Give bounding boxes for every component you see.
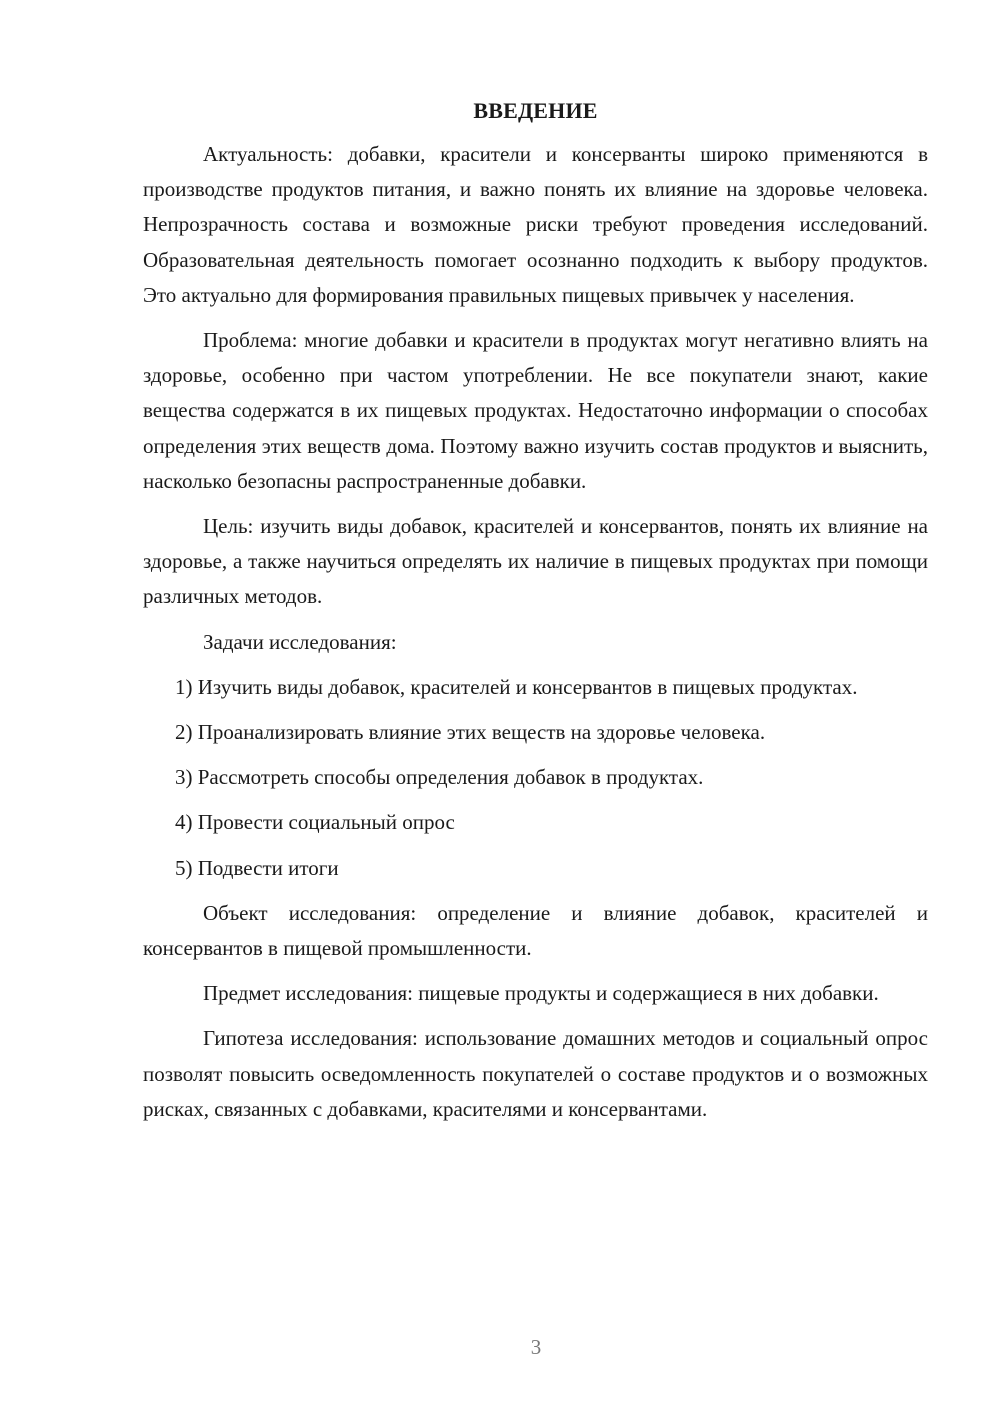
- task-item: 5) Подвести итоги: [175, 855, 339, 880]
- paragraph-problem: Проблема: многие добавки и красители в продуктах могут негативно влиять на здоровье, особенно при частом употреблении. Не все покупатели знают, какие вещества содержатся в их пищевых продуктах. Недостаточно информации о способах определения этих веществ дома. Поэтому важно изучить состав продуктов и выяснить, насколько безопасны распространенные добавки.: [143, 328, 928, 493]
- paragraph-relevance: Актуальность: добавки, красители и консерванты широко применяются в производстве продуктов питания, и важно понять их влияние на здоровье человека. Непрозрачность состава и возможные риски требуют проведения исследований. Образовательная деятельность помогает осознанно подходить к выбору продуктов. Это актуально для формирования правильных пищевых привычек у населения.: [143, 142, 928, 307]
- task-item: 4) Провести социальный опрос: [175, 810, 455, 835]
- paragraph-goal: Цель: изучить виды добавок, красителей и консервантов, понять их влияние на здоровье, а также научиться определять их наличие в пищевых продуктах при помощи различных методов.: [143, 514, 928, 609]
- task-item: 3) Рассмотреть способы определения добавок в продуктах.: [175, 765, 704, 790]
- page-title: ВВЕДЕНИЕ: [473, 98, 598, 123]
- task-item: 2) Проанализировать влияние этих веществ на здоровье человека.: [175, 720, 766, 745]
- paragraph-hypothesis: Гипотеза исследования: использование домашних методов и социальный опрос позволят повысить осведомленность покупателей о составе продуктов и о возможных рисках, связанных с добавками, красителями и консервантами.: [143, 1026, 928, 1121]
- tasks-heading: Задачи исследования:: [203, 629, 397, 654]
- paragraph-subject: Предмет исследования: пищевые продукты и содержащиеся в них добавки.: [203, 981, 879, 1006]
- paragraph-object: Объект исследования: определение и влияние добавок, красителей и консервантов в пищевой промышленности.: [143, 900, 928, 961]
- tasks-list: [143, 670, 928, 886]
- page-number: 3: [530, 1335, 542, 1359]
- page-content: [143, 98, 928, 1137]
- task-item: 1) Изучить виды добавок, красителей и консервантов в пищевых продуктах.: [175, 674, 858, 699]
